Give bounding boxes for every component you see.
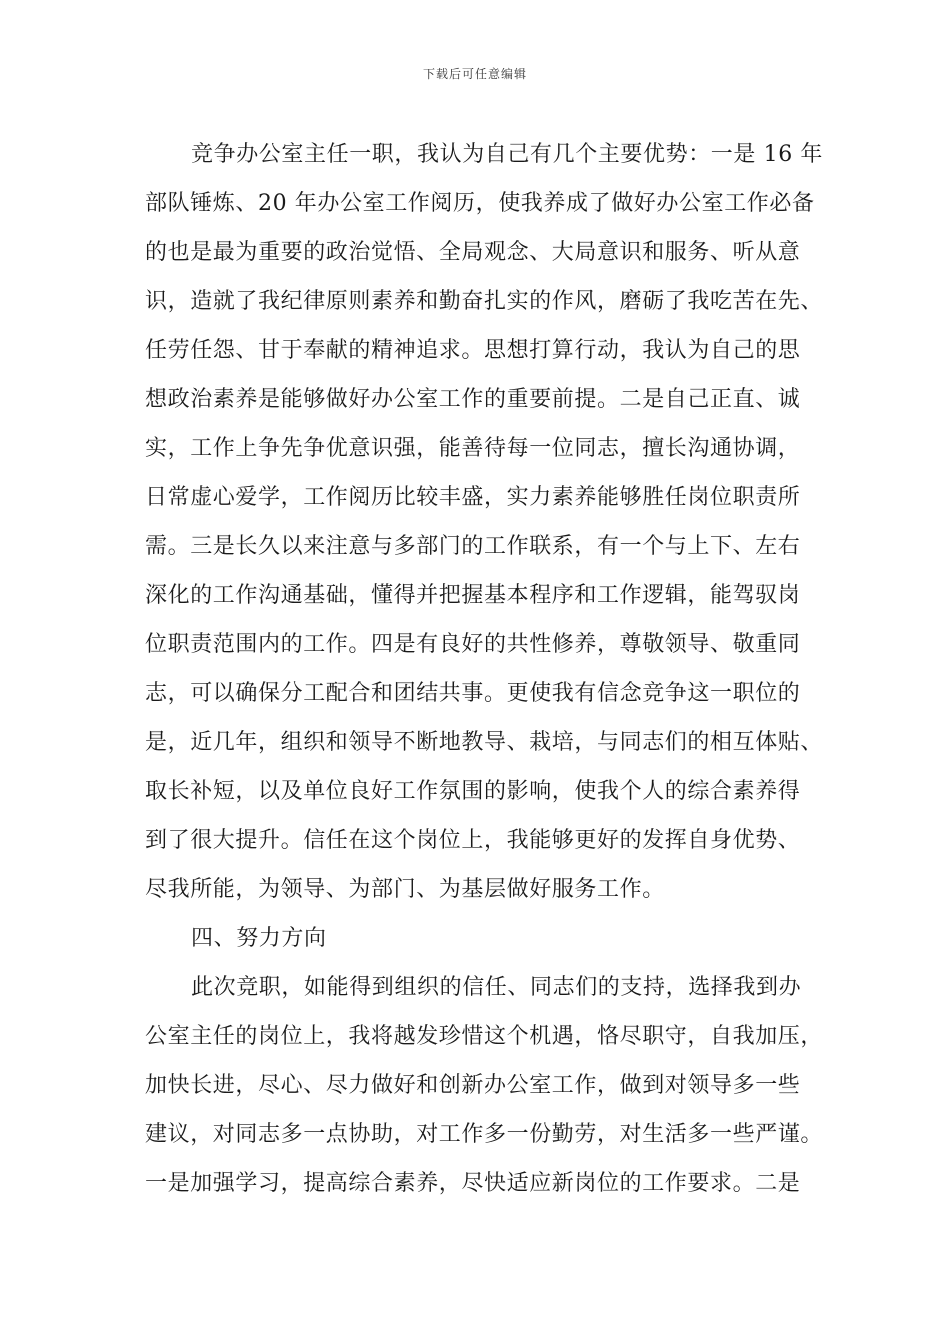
- paragraph-line: 建议，对同志多一点协助，对工作多一份勤劳，对生活多一些严谨。: [145, 1122, 824, 1147]
- paragraph-line: 的也是最为重要的政治觉悟、全局观念、大局意识和服务、听从意: [145, 240, 801, 265]
- paragraph-line: 识，造就了我纪律原则素养和勤奋扎实的作风，磨砺了我吃苦在先、: [145, 289, 824, 314]
- paragraph-line: 志，可以确保分工配合和团结共事。更使我有信念竞争这一职位的: [145, 681, 801, 706]
- paragraph-line: 任劳任怨、甘于奉献的精神追求。思想打算行动，我认为自己的思: [145, 338, 801, 363]
- paragraph-line: 一是加强学习，提高综合素养，尽快适应新岗位的工作要求。二是: [145, 1171, 801, 1196]
- paragraph-line: 位职责范围内的工作。四是有良好的共性修养，尊敬领导、敬重同: [145, 632, 801, 657]
- page-header: 下载后可任意编辑: [422, 67, 527, 81]
- paragraph-line: 需。三是长久以来注意与多部门的工作联系，有一个与上下、左右: [145, 534, 801, 559]
- section-heading: 四、努力方向: [191, 926, 327, 951]
- paragraph-line: 深化的工作沟通基础，懂得并把握基本程序和工作逻辑，能驾驭岗: [145, 583, 801, 608]
- paragraph-line: 实，工作上争先争优意识强，能善待每一位同志，擅长沟通协调，: [145, 436, 801, 461]
- paragraph-line: 竞争办公室主任一职，我认为自己有几个主要优势：一是 16 年: [191, 142, 823, 167]
- paragraph-line: 尽我所能，为领导、为部门、为基层做好服务工作。: [145, 877, 665, 902]
- paragraph-line: 公室主任的岗位上，我将越发珍惜这个机遇，恪尽职守，自我加压，: [145, 1024, 824, 1049]
- paragraph-line: 是，近几年，组织和领导不断地教导、栽培，与同志们的相互体贴、: [145, 730, 824, 755]
- paragraph-line: 此次竞职，如能得到组织的信任、同志们的支持，选择我到办: [191, 975, 802, 1000]
- document-body: [145, 130, 824, 1208]
- paragraph-line: 日常虚心爱学，工作阅历比较丰盛，实力素养能够胜任岗位职责所: [145, 485, 801, 510]
- paragraph-line: 想政治素养是能够做好办公室工作的重要前提。二是自己正直、诚: [145, 387, 801, 412]
- paragraph-line: 部队锤炼、20 年办公室工作阅历，使我养成了做好办公室工作必备: [145, 191, 815, 216]
- paragraph-line: 取长补短，以及单位良好工作氛围的影响，使我个人的综合素养得: [145, 779, 801, 804]
- paragraph-line: 加快长进，尽心、尽力做好和创新办公室工作，做到对领导多一些: [145, 1073, 801, 1098]
- paragraph-line: 到了很大提升。信任在这个岗位上，我能够更好的发挥自身优势、: [145, 828, 801, 853]
